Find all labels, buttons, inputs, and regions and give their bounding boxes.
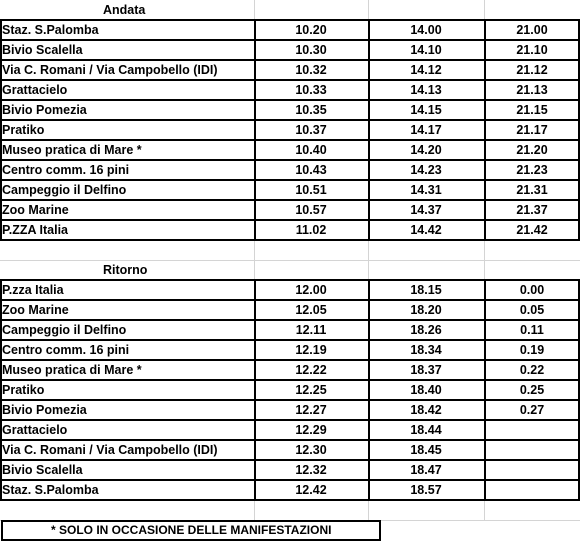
time-cell: 21.31: [516, 183, 548, 197]
table-row: [0, 40, 580, 60]
time-cell: 11.02: [295, 223, 327, 237]
table-row: [0, 180, 580, 200]
time-cell: 10.51: [295, 183, 327, 197]
stop-name: Centro comm. 16 pini: [2, 343, 130, 357]
time-cell: 10.33: [295, 83, 327, 97]
time-cell: 12.30: [295, 443, 327, 457]
time-cell: 10.35: [295, 103, 327, 117]
stop-name: Zoo Marine: [2, 203, 69, 217]
time-cell: 18.47: [410, 463, 442, 477]
time-cell: 0.11: [520, 323, 544, 337]
time-cell: 10.37: [295, 123, 327, 137]
time-cell: 18.37: [410, 363, 442, 377]
time-cell: 0.22: [519, 363, 545, 377]
time-cell: 21.42: [516, 223, 548, 237]
stop-name: Staz. S.Palomba: [2, 23, 99, 37]
time-cell: 12.00: [295, 283, 327, 297]
section-top-border: [0, 19, 580, 21]
column-border: [0, 19, 2, 240]
stop-name: Bivio Pomezia: [2, 403, 87, 417]
time-cell: 18.44: [410, 423, 442, 437]
ritorno-title: Ritorno: [103, 263, 148, 277]
stop-name: Campeggio il Delfino: [2, 323, 127, 337]
column-border: [0, 279, 2, 500]
time-cell: 12.05: [295, 303, 327, 317]
time-cell: 14.10: [410, 43, 442, 57]
time-cell: 21.37: [516, 203, 548, 217]
stop-name: Bivio Scalella: [2, 463, 83, 477]
row-border: [0, 239, 580, 241]
time-cell: 21.12: [516, 63, 548, 77]
time-cell: 0.19: [519, 343, 545, 357]
table-row: [0, 340, 580, 360]
table-row: [0, 420, 580, 440]
time-cell: 18.15: [410, 283, 442, 297]
time-cell: 18.57: [410, 483, 442, 497]
time-cell: 14.12: [410, 63, 442, 77]
column-border: [368, 19, 370, 240]
stop-name: Zoo Marine: [2, 303, 69, 317]
time-cell: 14.17: [410, 123, 442, 137]
stop-name: Bivio Pomezia: [2, 103, 87, 117]
time-cell: 12.32: [295, 463, 327, 477]
footnote-box: * SOLO IN OCCASIONE DELLE MANIFESTAZIONI: [1, 520, 381, 541]
stop-name: Via C. Romani / Via Campobello (IDI): [2, 443, 218, 457]
time-cell: 14.00: [410, 23, 442, 37]
time-cell: 12.11: [295, 323, 327, 337]
time-cell: 18.45: [410, 443, 442, 457]
time-cell: 0.27: [519, 403, 545, 417]
andata-header-row: [0, 0, 580, 20]
time-cell: 10.57: [295, 203, 327, 217]
column-border: [484, 279, 486, 500]
time-cell: 21.23: [516, 163, 548, 177]
stop-name: Pratiko: [2, 123, 45, 137]
time-cell: 12.22: [295, 363, 327, 377]
table-row: [0, 160, 580, 180]
time-cell: 14.37: [410, 203, 442, 217]
time-cell: [484, 420, 580, 440]
column-border: [484, 19, 486, 240]
time-cell: 14.31: [410, 183, 442, 197]
time-cell: 0.00: [519, 283, 545, 297]
time-cell: 10.20: [295, 23, 327, 37]
time-cell: 14.13: [410, 83, 442, 97]
time-cell: 21.10: [516, 43, 548, 57]
table-row: [0, 380, 580, 400]
table-row: [0, 300, 580, 320]
time-cell: 12.29: [295, 423, 327, 437]
stop-name: Grattacielo: [2, 83, 68, 97]
section-top-border: [0, 279, 580, 281]
time-cell: 0.25: [519, 383, 545, 397]
time-cell: 18.26: [410, 323, 442, 337]
time-cell: 21.17: [516, 123, 548, 137]
time-cell: 12.27: [295, 403, 327, 417]
stop-name: Campeggio il Delfino: [2, 183, 127, 197]
time-cell: 10.32: [295, 63, 327, 77]
column-border: [254, 279, 256, 500]
time-cell: 21.15: [516, 103, 548, 117]
time-cell: 14.42: [410, 223, 442, 237]
stop-name: Pratiko: [2, 383, 45, 397]
table-row: [0, 220, 580, 240]
table-row: [0, 120, 580, 140]
time-cell: 10.43: [295, 163, 327, 177]
column-border: [254, 19, 256, 240]
time-cell: 12.42: [295, 483, 327, 497]
time-cell: [484, 480, 580, 500]
time-cell: 10.40: [295, 143, 327, 157]
time-cell: 18.42: [410, 403, 442, 417]
time-cell: 18.40: [410, 383, 442, 397]
stop-name: P.zza Italia: [2, 283, 64, 297]
time-cell: 14.15: [410, 103, 442, 117]
stop-name: Staz. S.Palomba: [2, 483, 99, 497]
time-cell: 18.34: [410, 343, 442, 357]
table-row: [0, 140, 580, 160]
row-border: [0, 499, 580, 501]
time-cell: 21.13: [516, 83, 548, 97]
table-row: [0, 360, 580, 380]
time-cell: [484, 440, 580, 460]
table-row: [0, 200, 580, 220]
table-row: [0, 400, 580, 420]
table-row: [0, 480, 580, 500]
column-border: [368, 279, 370, 500]
stop-name: Museo pratica di Mare *: [2, 363, 142, 377]
time-cell: 10.30: [295, 43, 327, 57]
time-cell: 14.20: [410, 143, 442, 157]
time-cell: 21.00: [516, 23, 548, 37]
time-cell: 0.05: [519, 303, 545, 317]
table-row: [0, 440, 580, 460]
stop-name: Bivio Scalella: [2, 43, 83, 57]
time-cell: 14.23: [410, 163, 442, 177]
stop-name: Museo pratica di Mare *: [2, 143, 142, 157]
ritorno-header-row: [0, 260, 580, 280]
stop-name: Grattacielo: [2, 423, 68, 437]
stop-name: Via C. Romani / Via Campobello (IDI): [2, 63, 218, 77]
table-row: [0, 320, 580, 340]
time-cell: 21.20: [516, 143, 548, 157]
table-row: [0, 280, 580, 300]
table-row: [0, 100, 580, 120]
table-row: [0, 80, 580, 100]
time-cell: 12.25: [295, 383, 327, 397]
table-row: [0, 460, 580, 480]
stop-name: P.ZZA Italia: [2, 223, 68, 237]
time-cell: 12.19: [295, 343, 327, 357]
andata-title: Andata: [103, 3, 146, 17]
table-row: [0, 60, 580, 80]
time-cell: [484, 460, 580, 480]
table-row: [0, 20, 580, 40]
stop-name: Centro comm. 16 pini: [2, 163, 130, 177]
time-cell: 18.20: [410, 303, 442, 317]
